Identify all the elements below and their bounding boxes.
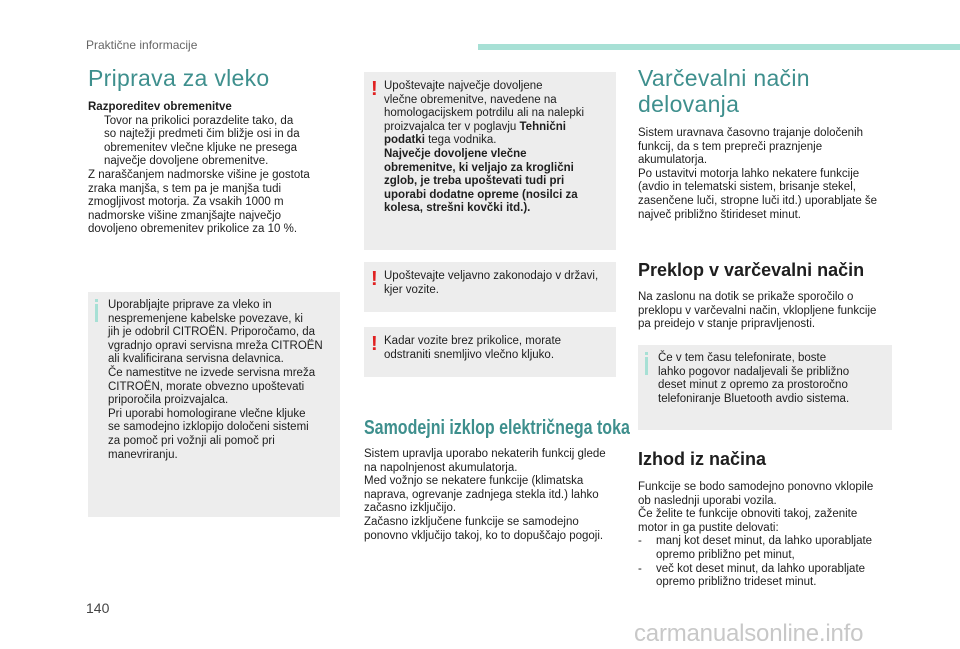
text-line: Pri uporabi homologirane vlečne kljuke (108, 407, 306, 420)
text-line: Upoštevajte največje dovoljene (384, 80, 543, 92)
list-item (638, 563, 898, 590)
text-line: vlečne obremenitve, navedene na (384, 93, 557, 106)
text-line: Med vožnjo se nekatere funkcije (klimatska (364, 475, 584, 488)
text-line: deset minut z opremo za prostoročno (658, 379, 848, 392)
text-line: lahko pogovor nadaljevali še približno (658, 365, 850, 378)
text-line (384, 121, 614, 135)
text-line: Tovor na prikolici porazdelite tako, da (104, 114, 294, 127)
info-box-text (658, 352, 890, 406)
info-box-phone-call (638, 345, 892, 430)
text-line: zraka manjša, s tem pa je manjša tudi (88, 182, 282, 195)
text-line: motor in ga pustite delovati: (638, 521, 779, 534)
list-item-text (656, 563, 865, 590)
info-box-towing-equipment (88, 292, 340, 517)
text-line: Kadar vozite brez prikolice, morate (384, 335, 562, 347)
text-line: zasenčene luči, stropne luči itd.) uporabljate še (638, 194, 878, 207)
text-line: Začasno izključene funkcije se samodejno (364, 515, 579, 528)
text-line: funkcij, da s tem prepreči praznjenje (638, 140, 823, 153)
header-accent-bar (478, 44, 960, 50)
text-line: ob naslednji uporabi vozila. (638, 494, 777, 507)
text-line: začasno izključijo. (364, 502, 457, 515)
column-3 (638, 65, 898, 222)
bullet-text (104, 115, 300, 169)
info-icon-bar (645, 357, 648, 375)
warning-box-legislation (364, 262, 616, 312)
text-run: proizvajalca ter v poglavju (384, 120, 520, 133)
section-label: Praktične informacije (86, 38, 198, 52)
text-line: za pomoč pri vožnji ali pomoč pri (108, 434, 275, 447)
text-line: naprava, ogrevanje zadnjega stekla itd.) lahko (364, 488, 599, 501)
section-title-auto-power-off: Samodejni izklop električnega toka (364, 417, 630, 439)
text-line: dovoljeno obremenitev prikolice za 10 %. (88, 223, 298, 236)
text-line: obremenitev vlečne kljuke ne presega (104, 141, 298, 154)
text-line: Sistem upravlja uporabo nekaterih funkcij glede (364, 448, 606, 460)
warning-box-max-loads (364, 72, 616, 250)
warning-text (384, 80, 614, 216)
text-run-bold: Tehnični (519, 120, 566, 133)
list-item-text (656, 535, 872, 562)
text-line: Največje dovoljene vlečne (384, 147, 527, 160)
text-line: Na zaslonu na dotik se prikaže sporočilo o (638, 291, 854, 303)
text-line: manevriranju. (108, 448, 178, 461)
text-line: opremo približno pet minut, (656, 548, 795, 561)
text-line: Uporabljajte priprave za vleko in (108, 299, 272, 311)
section-exit-mode (638, 448, 898, 590)
warning-text (384, 335, 614, 362)
text-line: nadmorske višine zmanjšajte največjo (88, 209, 282, 222)
section-auto-power-off (364, 416, 630, 543)
text-line: so najtežji predmeti čim bližje osi in da (104, 128, 300, 141)
info-icon-bar (95, 304, 98, 322)
warning-box-removable-hitch (364, 327, 616, 377)
text-line: Funkcije se bodo samodejno ponovno vklopile (638, 481, 874, 493)
text-line: nespremenjene kabelske povezave, ki (108, 312, 303, 325)
text-line: največ približno štirideset minut. (638, 208, 801, 221)
text-line: CITROËN, morate obvezno upoštevati (108, 380, 305, 393)
text-line: zmogljivost motorja. Za vsakih 1000 m (88, 196, 284, 209)
subheading-load-distribution: Razporeditev obremenitve (88, 101, 232, 113)
dash-marker: - (638, 562, 642, 575)
section-switch-to-economy (638, 259, 898, 332)
info-box-text (108, 299, 338, 462)
warning-icon: ! (371, 78, 378, 100)
text-line: največje dovoljene obremenitve. (104, 155, 269, 168)
text-line: kjer vozite. (384, 283, 439, 296)
text-line: Če namestitve ne izvede servisna mreža (108, 366, 316, 379)
text-line: manj kot deset minut, da lahko uporabljate (656, 535, 873, 548)
text-line: Če želite te funkcije obnoviti takoj, zaženite (638, 508, 858, 521)
text-line: kolesa, strešni kovčki itd.). (384, 202, 531, 215)
text-line: homologacijskem potrdilu ali na nalepki (384, 107, 585, 120)
title-towing-prep: Priprava za vleko (88, 65, 270, 91)
text-line: jih je odobril CITROËN. Priporočamo, da (108, 326, 316, 339)
bullet-item (88, 115, 340, 169)
text-line: Upoštevajte veljavno zakonodajo v državi, (384, 270, 599, 282)
text-line: se samodejno izklopijo določeni sistemi (108, 421, 309, 434)
text-run-bold: podatki (384, 134, 425, 147)
bullet-icon (88, 115, 104, 169)
text-line: ponovno vključijo takoj, ko to dopuščajo pogoji. (364, 529, 604, 542)
text-line: vgradnjo opravi servisna mreža CITROËN (108, 339, 323, 352)
text-line: odstraniti snemljivo vlečno kljuko. (384, 348, 555, 361)
info-icon (95, 299, 98, 302)
heading-switch-to-economy: Preklop v varčevalni način (638, 260, 865, 280)
text-line: obremenitve, ki veljajo za kroglični (384, 161, 574, 174)
text-line: telefoniranje Bluetooth avdio sistema. (658, 392, 850, 405)
text-line: zglob, je treba upoštevati tudi pri (384, 175, 565, 188)
text-line: več kot deset minut, da lahko uporabljate (656, 562, 866, 575)
list-item (638, 535, 898, 562)
text-line (384, 134, 614, 148)
warning-text (384, 270, 614, 297)
text-line: priporočila proizvajalca. (108, 394, 229, 407)
text-line: Sistem uravnava časovno trajanje določenih (638, 127, 864, 139)
text-line: Če v tem času telefonirate, boste (658, 352, 827, 364)
text-line: na napolnjenost akumulatorja. (364, 461, 518, 474)
text-line: preklopu v varčevalni način, vklopljene funkcije (638, 304, 877, 317)
column-1 (88, 65, 340, 237)
text-run: tega vodnika. (424, 134, 497, 147)
info-icon (645, 352, 648, 355)
heading-exit-mode: Izhod iz načina (638, 449, 767, 469)
text-line: uporabi dodatne opreme (nosilci za (384, 188, 578, 201)
text-line: opremo približno trideset minut. (656, 576, 817, 589)
title-economy-mode: Varčevalni način delovanja (638, 65, 810, 117)
altitude-paragraph (88, 169, 340, 237)
warning-icon: ! (371, 333, 378, 355)
text-line: akumulatorja. (638, 154, 708, 167)
text-line: ali kvalificirana servisna delavnica. (108, 353, 284, 366)
text-line: Z naraščanjem nadmorske višine je gostota (88, 168, 310, 181)
text-line: Po ustavitvi motorja lahko nekatere funkcije (638, 167, 860, 180)
warning-icon: ! (371, 268, 378, 290)
text-line: pa preidejo v stanje pripravljenosti. (638, 318, 816, 331)
dash-marker: - (638, 535, 642, 548)
watermark: carmanualsonline.info (634, 620, 864, 647)
page-number: 140 (86, 600, 110, 616)
text-line: (avdio in telematski sistem, brisanje stekel, (638, 181, 856, 194)
